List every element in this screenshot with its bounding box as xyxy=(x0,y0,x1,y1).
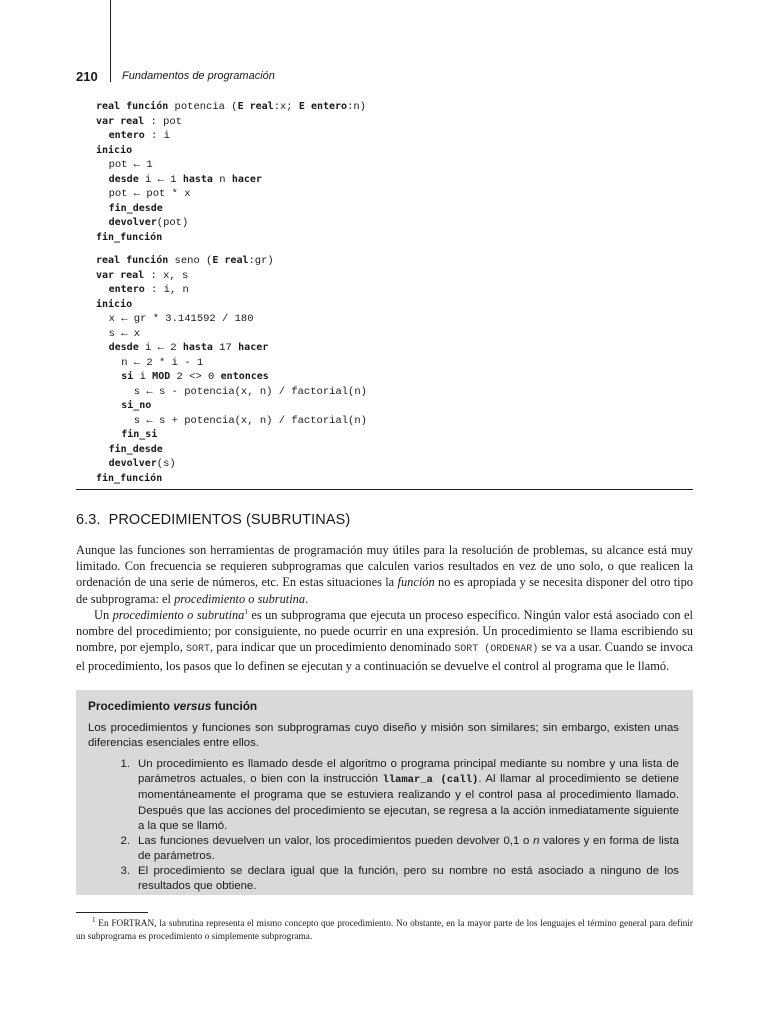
info-box xyxy=(76,690,693,895)
code-token: : i, n xyxy=(144,284,189,296)
running-title: Fundamentos de programación xyxy=(122,70,275,82)
code-line xyxy=(96,342,268,354)
code-keyword: inicio xyxy=(96,144,133,156)
code-line xyxy=(96,400,151,412)
list-number: 3. xyxy=(120,864,130,877)
code-keyword: desde xyxy=(108,173,139,185)
code-token: n xyxy=(212,173,232,186)
code-token: x ← gr * 3.141592 / 180 xyxy=(96,313,254,325)
code-keyword: devolver xyxy=(108,458,157,469)
code-token: s ← s - potencia(x, n) / factorial(n) xyxy=(96,385,367,398)
text-run: Un procedimiento es llamado desde el algoritmo o programa principal mediante su nombre y una lista de parámetros actuales, o bien con la instrucción xyxy=(138,758,679,786)
code-line xyxy=(96,116,182,128)
code-line xyxy=(96,299,132,311)
code-token: pot ← pot * x xyxy=(96,188,191,200)
text-run: . Al llamar al procedimiento se detiene momentáneamente el programa que se estuviera realizando y el control pasa al procedimiento llamado. Después que las acciones del procedimiento se ejecutan, se regresa a la acción inmediatamente siguiente a la que se llamó. xyxy=(138,773,680,832)
code-token: i ← 1 xyxy=(138,173,183,186)
code-keyword: real función xyxy=(96,255,169,266)
code-keyword: real función xyxy=(96,101,169,112)
code-keyword: entero xyxy=(108,284,145,295)
list-item xyxy=(88,834,679,864)
section-number: 6.3. xyxy=(76,512,101,528)
body-text xyxy=(76,542,693,675)
code-token: :n) xyxy=(347,101,366,113)
text-run: . xyxy=(305,591,309,606)
code-token: 2 <> 0 xyxy=(170,371,221,383)
code-keyword: E real xyxy=(212,255,249,266)
code-inline: SORT (ORDENAR) xyxy=(454,644,539,656)
code-line xyxy=(96,130,170,142)
code-token xyxy=(96,458,109,470)
code-line xyxy=(96,217,188,229)
code-line xyxy=(96,313,254,325)
code-line xyxy=(96,284,189,296)
code-line xyxy=(96,386,367,398)
code-inline: SORT xyxy=(186,644,211,656)
footnote-ref: 1 xyxy=(244,607,248,616)
code-token: :x; xyxy=(273,101,299,113)
code-token: :gr) xyxy=(248,255,274,267)
paragraph-2 xyxy=(76,607,693,675)
code-line xyxy=(96,371,269,383)
text-run: Un xyxy=(94,607,113,622)
code-line xyxy=(96,101,366,113)
list-text xyxy=(138,757,679,833)
code-keyword: var real xyxy=(96,269,145,281)
footnote xyxy=(76,915,693,943)
code-keyword: entonces xyxy=(220,371,269,382)
code-keyword: devolver xyxy=(108,217,157,228)
code-token: i ← 2 xyxy=(138,342,183,354)
code-keyword: entero xyxy=(108,130,145,141)
code-line xyxy=(96,188,191,200)
code-keyword: var real xyxy=(96,115,145,127)
code-line xyxy=(96,159,153,171)
code-keyword: inicio xyxy=(96,298,133,310)
text-run: Procedimiento xyxy=(88,699,174,713)
code-keyword: E real xyxy=(237,101,274,112)
text-run: Aunque las funciones son herramientas de programación muy útiles para la resolución de problemas, su alcance está muy limitado. Con frecuencia se requieren subprogramas que calculen varios resultados en vez de uno solo, o que realicen la ordenación de una serie de números, etc. En estas situaciones la xyxy=(76,543,693,590)
code-line xyxy=(96,357,203,369)
italic-term: versus xyxy=(173,699,212,713)
code-token: potencia ( xyxy=(168,101,238,113)
code-token xyxy=(96,217,109,229)
code-keyword: fin_función xyxy=(96,231,163,243)
code-token: : pot xyxy=(144,115,182,128)
code-keyword: fin_desde xyxy=(108,443,163,455)
code-token xyxy=(96,174,109,186)
section-heading xyxy=(76,512,350,528)
code-keyword: hacer xyxy=(238,342,269,353)
code-line xyxy=(96,232,162,244)
code-token: seno ( xyxy=(168,255,213,267)
code-token xyxy=(96,429,121,441)
italic-term: procedimiento o subrutina xyxy=(174,591,306,606)
code-token: n ← 2 * i - 1 xyxy=(96,356,204,369)
code-line xyxy=(96,255,274,267)
section-title: PROCEDIMIENTOS (SUBRUTINAS) xyxy=(108,512,351,528)
code-token xyxy=(96,371,121,383)
code-token: (pot) xyxy=(156,217,189,229)
code-keyword: MOD xyxy=(152,371,171,382)
italic-term: procedimiento o subrutina xyxy=(112,607,245,622)
list-text: El procedimiento se declara igual que la función, pero su nombre no está asociado a ninguno de los resultados que obtiene. xyxy=(138,864,679,893)
code-line xyxy=(96,415,367,427)
text-run: función xyxy=(211,699,258,713)
code-keyword: hacer xyxy=(231,173,262,185)
code-token: s ← s + potencia(x, n) / factorial(n) xyxy=(96,414,367,427)
code-line xyxy=(96,473,162,485)
text-run: se va a usar. Cuando se invoca el procedimiento, los pasos que lo definen se ejecutan y a continuación se devuelve el control al programa que le llamó. xyxy=(76,640,693,674)
code-token xyxy=(96,284,109,296)
code-keyword: si_no xyxy=(121,400,152,411)
text-run: valores y en forma de lista de parámetros. xyxy=(138,834,679,862)
code-inline: llamar_a (call) xyxy=(382,774,479,787)
code-token: : i xyxy=(144,130,170,142)
code-token: : x, s xyxy=(144,269,189,282)
list-number: 1. xyxy=(120,758,130,771)
code-token xyxy=(96,400,121,412)
code-token xyxy=(96,444,109,456)
differences-list xyxy=(88,757,679,894)
list-number: 2. xyxy=(120,834,130,847)
code-keyword: desde xyxy=(108,342,139,353)
code-keyword: si xyxy=(121,371,134,382)
code-token: pot ← 1 xyxy=(96,159,153,171)
code-line xyxy=(96,145,132,157)
code-line xyxy=(96,429,157,441)
footnote-rule xyxy=(76,912,148,913)
text-run: no es apropiada y se necesita disponer del otro tipo de subprograma: el xyxy=(76,575,693,606)
text-run: Las funciones devuelven un valor, los procedimientos pueden devolver 0,1 o xyxy=(138,834,534,847)
code-keyword: fin_desde xyxy=(108,202,163,214)
list-item xyxy=(88,864,679,894)
code-line xyxy=(96,174,262,186)
code-line xyxy=(96,458,176,470)
code-block-seno xyxy=(96,254,367,486)
list-text xyxy=(138,834,679,864)
code-token: i xyxy=(133,371,153,383)
code-keyword: fin_si xyxy=(121,429,158,440)
code-token: (s) xyxy=(156,458,176,470)
text-run: es un subprograma que ejecuta un proceso específico. Ningún valor está asociado con el nombre del procedimiento; por consiguiente, no puede ocurrir en una expresión. Un procedimiento se llama escribiendo su nombre, por ejemplo, xyxy=(76,607,693,655)
section-divider xyxy=(76,489,693,490)
paragraph-1 xyxy=(76,542,693,607)
running-header xyxy=(76,66,275,86)
page-number: 210 xyxy=(76,68,98,84)
italic-term: n xyxy=(533,834,540,847)
list-item xyxy=(88,757,679,833)
code-keyword: hasta xyxy=(182,173,213,185)
footnote-text: En FORTRAN, la subrutina representa el mismo concepto que procedimiento. No obstante, en la mayor parte de los lenguajes el término general para definir un subprograma es procedimiento o simplemente subprograma. xyxy=(76,919,693,942)
code-keyword: E entero xyxy=(298,101,348,112)
code-token: s ← x xyxy=(96,327,141,340)
info-box-title xyxy=(88,699,679,714)
text-run: , para indicar que un procedimiento denominado xyxy=(210,640,455,655)
code-line xyxy=(96,270,188,282)
info-box-intro: Los procedimientos y funciones son subprogramas cuyo diseño y misión son similares; sin embargo, existen unas diferencias esenciales entre ellos. xyxy=(88,722,679,750)
italic-term: función xyxy=(397,575,435,590)
code-keyword: fin_función xyxy=(96,472,163,484)
code-line xyxy=(96,328,140,340)
code-line xyxy=(96,203,163,215)
code-block-potencia xyxy=(96,100,366,245)
footnote-marker: 1 xyxy=(92,915,96,924)
code-token xyxy=(96,203,109,215)
code-token: 17 xyxy=(212,342,239,354)
code-keyword: hasta xyxy=(182,342,213,353)
code-line xyxy=(96,444,163,456)
code-token xyxy=(96,342,109,354)
code-token xyxy=(96,130,109,142)
